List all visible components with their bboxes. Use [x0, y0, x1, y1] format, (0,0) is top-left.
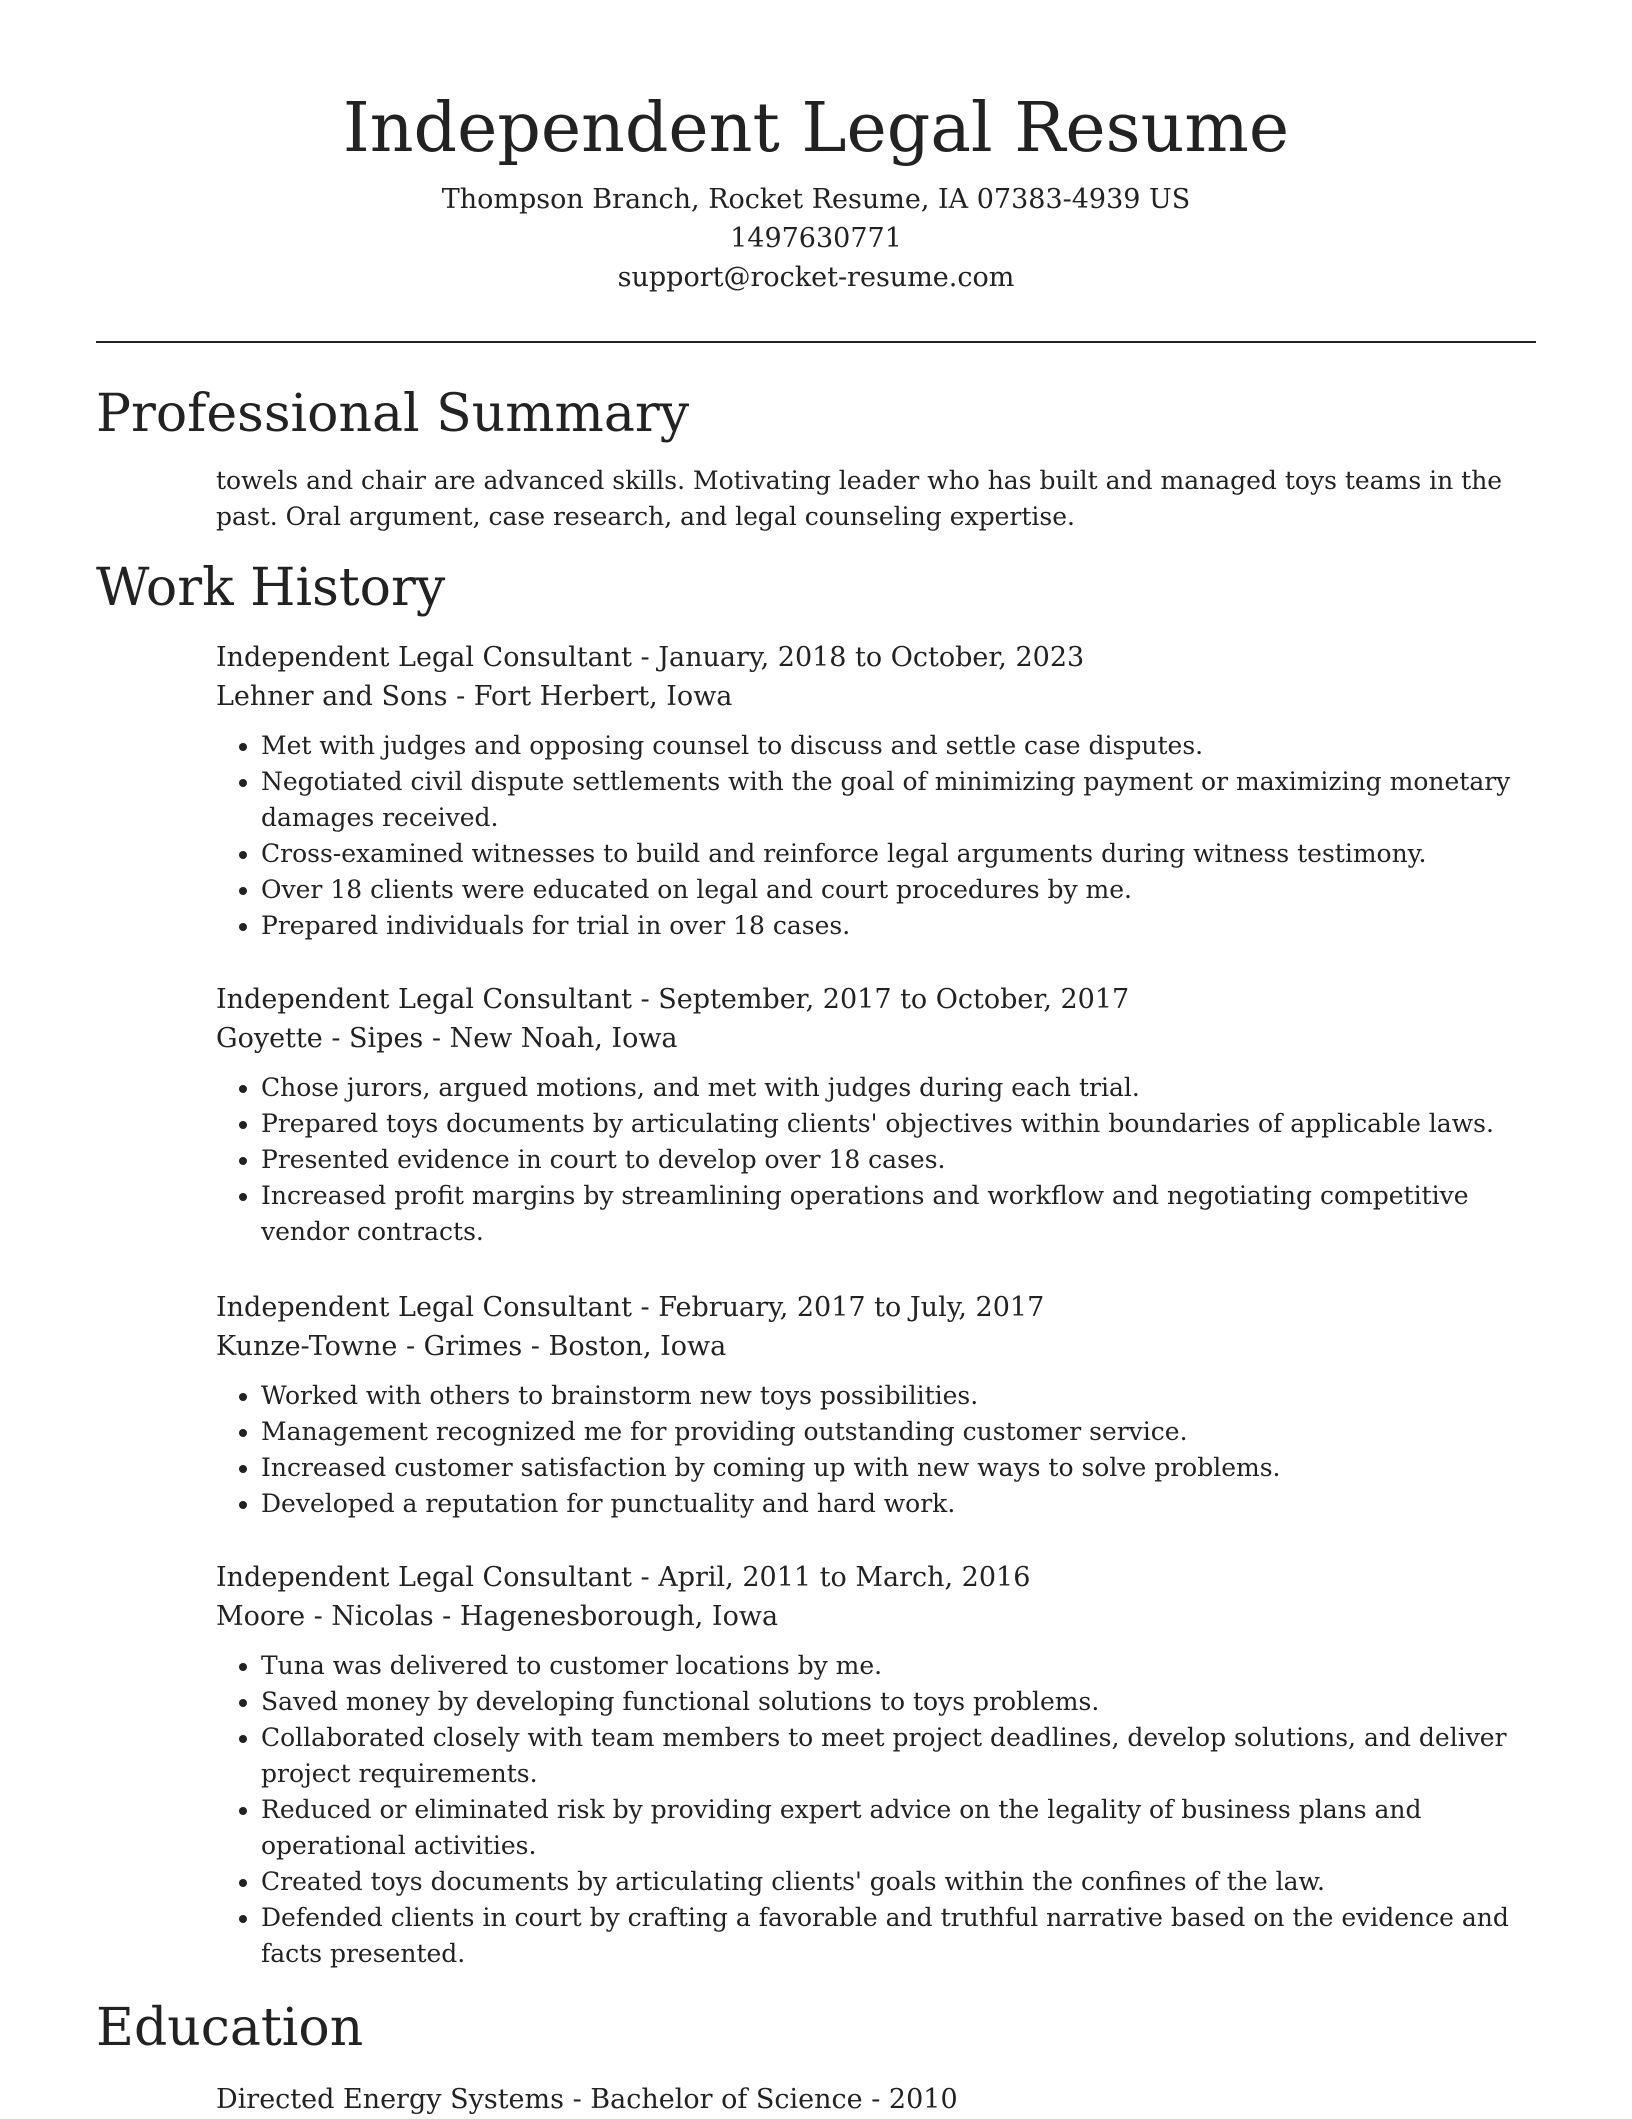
job-company-line — [216, 1597, 1536, 1636]
job-dates: - January, 2018 to October, 2023 — [631, 642, 1085, 673]
header-divider — [96, 341, 1536, 343]
contact-info — [96, 180, 1536, 297]
job-bullets — [216, 1648, 1536, 1972]
list-item: • Negotiated civil dispute settlements with the goal of minimizing payment or maximizing monetary damages received. — [261, 764, 1536, 836]
list-item: • Saved money by developing functional solutions to toys problems. — [261, 1684, 1536, 1720]
job-dates: - April, 2011 to March, 2016 — [631, 1562, 1031, 1593]
job-company-line — [216, 1327, 1536, 1366]
job-location: - Boston, Iowa — [522, 1331, 727, 1362]
job-company-line — [216, 677, 1536, 716]
job-title-line — [216, 638, 1536, 677]
list-item: • Presented evidence in court to develop over 18 cases. — [261, 1142, 1536, 1178]
list-item: • Met with judges and opposing counsel to discuss and settle case disputes. — [261, 728, 1536, 764]
list-item: • Increased profit margins by streamlining operations and workflow and negotiating competitive vendor contracts. — [261, 1178, 1536, 1250]
job-entry — [216, 980, 1536, 1250]
job-bullets — [216, 1378, 1536, 1522]
contact-email: support@rocket-resume.com — [617, 262, 1015, 293]
list-item: • Chose jurors, argued motions, and met with judges during each trial. — [261, 1070, 1536, 1106]
job-title: Independent Legal Consultant — [216, 642, 632, 673]
education-heading: Education — [96, 1998, 364, 2058]
job-bullets — [216, 728, 1536, 944]
job-dates: - September, 2017 to October, 2017 — [631, 984, 1130, 1015]
list-item: • Tuna was delivered to customer locations by me. — [261, 1648, 1536, 1684]
list-item: • Prepared toys documents by articulating clients' objectives within boundaries of applicable laws. — [261, 1106, 1536, 1142]
job-entry — [216, 1558, 1536, 1972]
job-company: Kunze-Towne - Grimes — [216, 1331, 523, 1362]
list-item: • Prepared individuals for trial in over 18 cases. — [261, 908, 1536, 944]
resume-header — [96, 86, 1536, 297]
education-entry: Directed Energy Systems - Bachelor of Science - 2010 — [216, 2084, 958, 2115]
work-history-heading: Work History — [96, 558, 446, 618]
resume-title: Independent Legal Resume — [342, 89, 1290, 168]
job-company: Lehner and Sons — [216, 681, 448, 712]
job-location: - Fort Herbert, Iowa — [447, 681, 733, 712]
job-company-line — [216, 1019, 1536, 1058]
job-title: Independent Legal Consultant — [216, 984, 632, 1015]
list-item: • Management recognized me for providing outstanding customer service. — [261, 1414, 1536, 1450]
summary-heading: Professional Summary — [96, 384, 690, 444]
list-item: • Collaborated closely with team members to meet project deadlines, develop solutions, and deliver project requirements. — [261, 1720, 1536, 1792]
job-entry — [216, 1288, 1536, 1522]
job-company: Moore - Nicolas — [216, 1601, 434, 1632]
list-item: • Created toys documents by articulating clients' goals within the confines of the law. — [261, 1864, 1536, 1900]
job-location: - Hagenesborough, Iowa — [433, 1601, 779, 1632]
job-title: Independent Legal Consultant — [216, 1562, 632, 1593]
contact-address: Thompson Branch, Rocket Resume, IA 07383-4939 US — [441, 184, 1191, 215]
job-title-line — [216, 980, 1536, 1019]
list-item: • Worked with others to brainstorm new toys possibilities. — [261, 1378, 1536, 1414]
list-item: • Cross-examined witnesses to build and reinforce legal arguments during witness testimony. — [261, 836, 1536, 872]
job-title: Independent Legal Consultant — [216, 1292, 632, 1323]
summary-text: towels and chair are advanced skills. Motivating leader who has built and managed toys teams in the past. Oral argument, case research, and legal counseling expertise. — [216, 466, 1503, 531]
list-item: • Defended clients in court by crafting a favorable and truthful narrative based on the evidence and facts presented. — [261, 1900, 1536, 1972]
job-location: - New Noah, Iowa — [423, 1023, 678, 1054]
list-item: • Reduced or eliminated risk by providing expert advice on the legality of business plans and operational activities. — [261, 1792, 1536, 1864]
job-bullets — [216, 1070, 1536, 1250]
job-dates: - February, 2017 to July, 2017 — [631, 1292, 1045, 1323]
job-title-line — [216, 1558, 1536, 1597]
job-title-line — [216, 1288, 1536, 1327]
job-entry — [216, 638, 1536, 944]
list-item: • Developed a reputation for punctuality and hard work. — [261, 1486, 1536, 1522]
list-item: • Over 18 clients were educated on legal and court procedures by me. — [261, 872, 1536, 908]
list-item: • Increased customer satisfaction by coming up with new ways to solve problems. — [261, 1450, 1536, 1486]
job-company: Goyette - Sipes — [216, 1023, 424, 1054]
contact-phone: 1497630771 — [730, 223, 902, 254]
